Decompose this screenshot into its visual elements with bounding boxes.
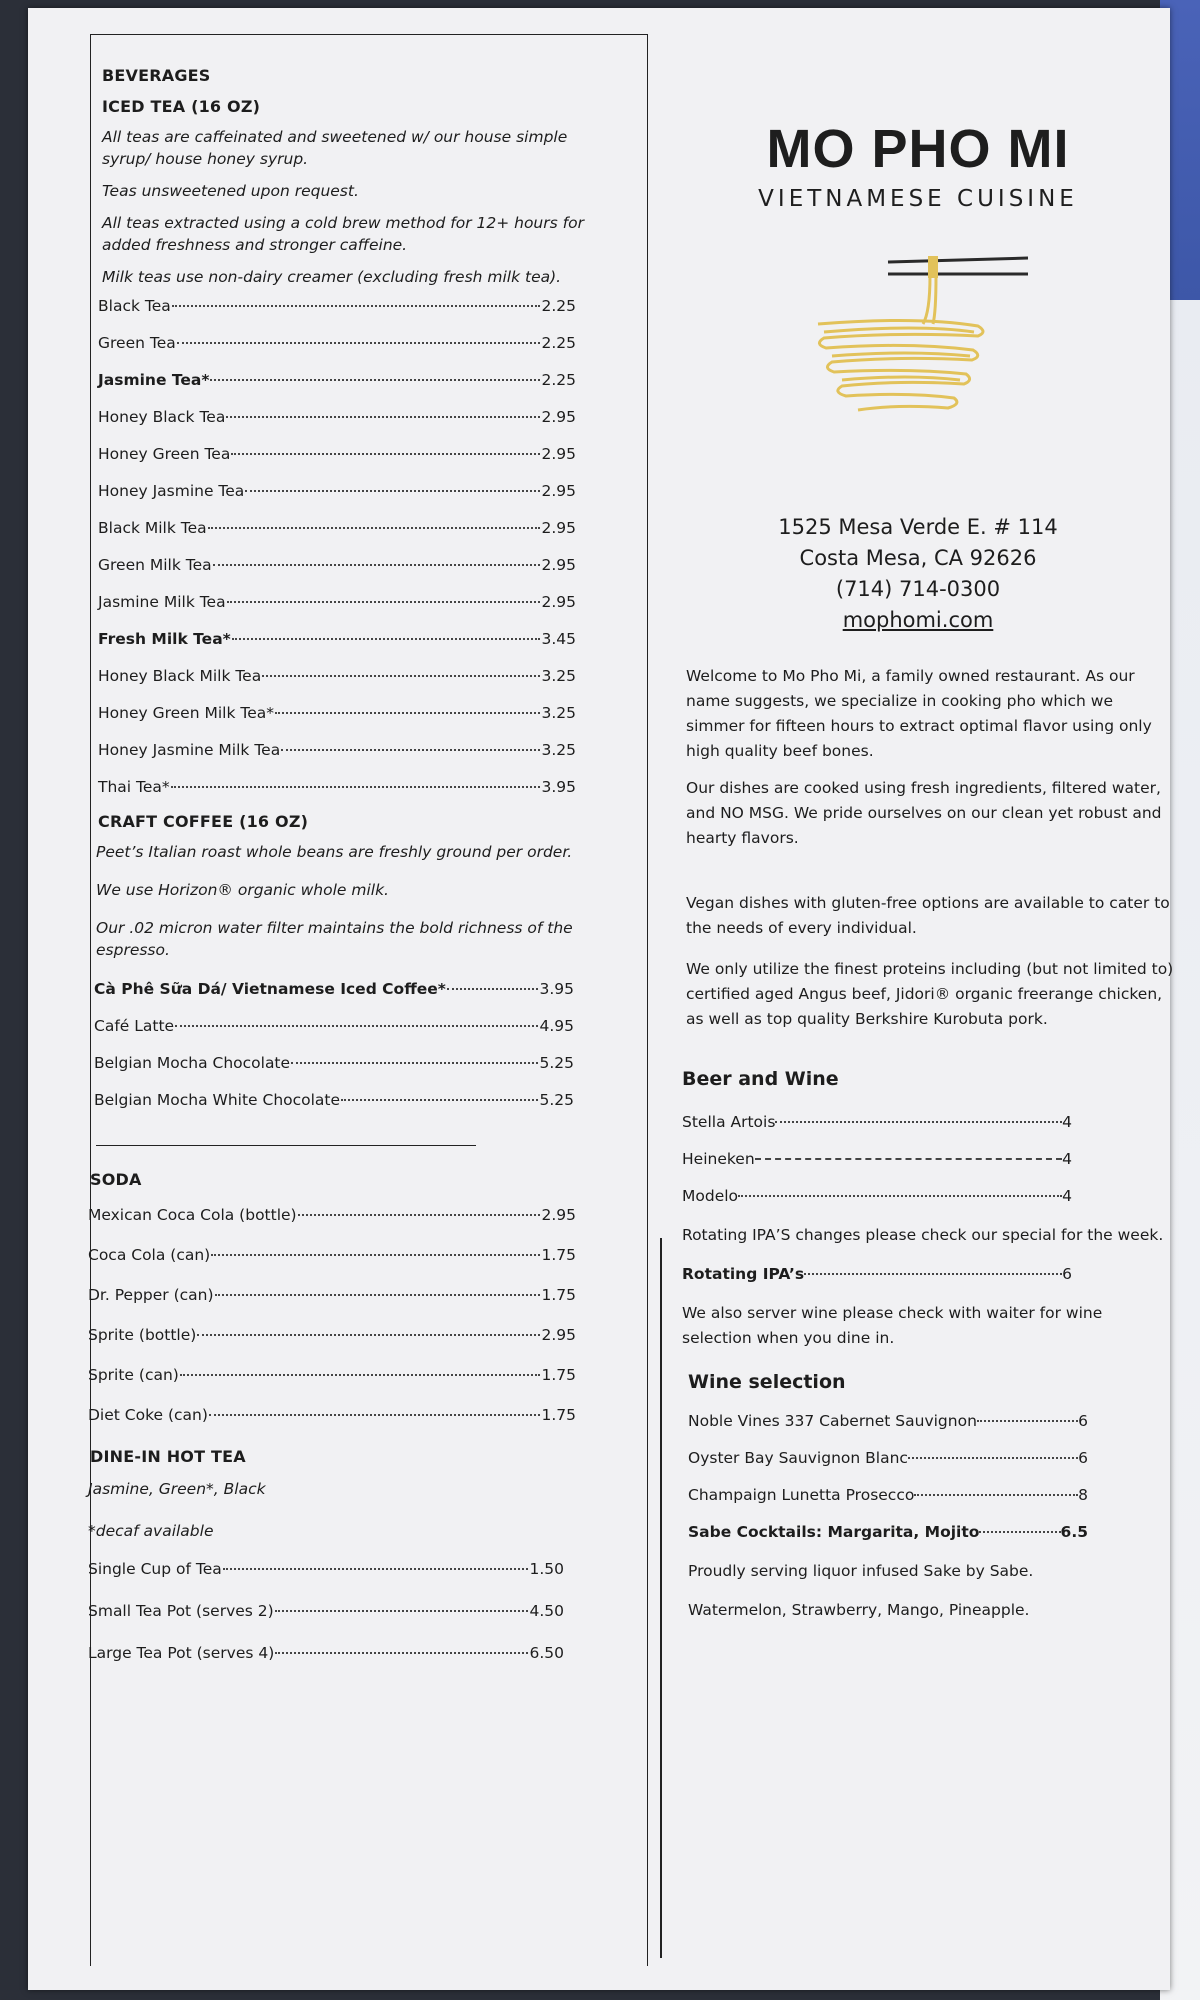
about-section xyxy=(686,664,1176,1032)
wine-list xyxy=(688,1403,1172,1623)
menu-item: Belgian Mocha Chocolate 5.25 xyxy=(94,1054,574,1072)
beverages-column xyxy=(86,66,631,1674)
section-divider xyxy=(96,1145,476,1146)
iced-tea-list xyxy=(98,288,576,806)
note: Jasmine, Green*, Black xyxy=(88,1480,266,1498)
menu-item: Noble Vines 337 Cabernet Sauvignon 6 xyxy=(688,1412,1088,1430)
note: *decaf available xyxy=(88,1522,214,1540)
chopsticks-noodles-icon xyxy=(788,252,1028,422)
iced-tea-notes xyxy=(102,126,602,288)
menu-item: Green Milk Tea 2.95 xyxy=(98,556,576,574)
about-paragraph: Welcome to Mo Pho Mi, a family owned restaurant. As our name suggests, we specialize in cooking pho which we simmer for fifteen hours to extract optimal flavor using only high quality beef bones. xyxy=(686,667,1152,760)
menu-item: Honey Jasmine Tea 2.95 xyxy=(98,482,576,500)
menu-item: Heineken 4 xyxy=(682,1150,1072,1168)
menu-item: Honey Green Tea 2.95 xyxy=(98,445,576,463)
beverages-heading: BEVERAGES xyxy=(102,66,211,85)
menu-sheet xyxy=(28,8,1174,1990)
menu-item: Sabe Cocktails: Margarita, Mojito 6.5 xyxy=(688,1523,1088,1541)
hot-tea-notes xyxy=(88,1478,631,1542)
note: Teas unsweetened upon request. xyxy=(102,182,359,200)
menu-item: Rotating IPA’s 6 xyxy=(682,1265,1072,1283)
note: Our .02 micron water filter maintains the bold richness of the espresso. xyxy=(96,919,573,959)
info-column xyxy=(648,118,1174,1635)
menu-item: Fresh Milk Tea* 3.45 xyxy=(98,630,576,648)
menu-item: Large Tea Pot (serves 4) 6.50 xyxy=(88,1644,564,1662)
note: We use Horizon® organic whole milk. xyxy=(96,881,389,899)
menu-item: Honey Black Milk Tea 3.25 xyxy=(98,667,576,685)
menu-item: Coca Cola (can) 1.75 xyxy=(88,1246,576,1264)
craft-coffee-notes xyxy=(96,841,616,961)
beer-wine-heading: Beer and Wine xyxy=(682,1068,839,1090)
note: Milk teas use non-dairy creamer (excluding fresh milk tea). xyxy=(102,268,562,286)
menu-item: Champaign Lunetta Prosecco 8 xyxy=(688,1486,1088,1504)
menu-item: Dr. Pepper (can) 1.75 xyxy=(88,1286,576,1304)
city-state-zip: Costa Mesa, CA 92626 xyxy=(799,546,1037,570)
menu-item: Honey Jasmine Milk Tea 3.25 xyxy=(98,741,576,759)
menu-item: Sprite (can) 1.75 xyxy=(88,1366,576,1384)
hot-tea-heading: DINE-IN HOT TEA xyxy=(90,1447,246,1466)
iced-tea-heading: ICED TEA (16 OZ) xyxy=(102,97,261,116)
menu-item: Honey Black Tea 2.95 xyxy=(98,408,576,426)
soda-list xyxy=(88,1195,576,1435)
wine-note: We also server wine please check with waiter for wine selection when you dine in. xyxy=(682,1304,1103,1347)
menu-item: Sprite (bottle) 2.95 xyxy=(88,1326,576,1344)
note: Peet’s Italian roast whole beans are freshly ground per order. xyxy=(96,843,573,861)
menu-item: Jasmine Tea* 2.25 xyxy=(98,371,576,389)
menu-item: Café Latte 4.95 xyxy=(94,1017,574,1035)
menu-item: Black Tea 2.25 xyxy=(98,297,576,315)
menu-item: Cà Phê Sữa Dá/ Vietnamese Iced Coffee* 3.95 xyxy=(94,980,574,998)
menu-item: Oyster Bay Sauvignon Blanc 6 xyxy=(688,1449,1088,1467)
menu-item: Green Tea 2.25 xyxy=(98,334,576,352)
address-block xyxy=(668,512,1168,636)
sake-note: Proudly serving liquor infused Sake by Sabe. xyxy=(688,1562,1034,1580)
hot-tea-list xyxy=(88,1548,564,1674)
about-paragraph: Vegan dishes with gluten-free options are available to cater to the needs of every individual. xyxy=(686,894,1170,937)
menu-item: Single Cup of Tea 1.50 xyxy=(88,1560,564,1578)
beer-wine-section xyxy=(682,1068,1172,1623)
craft-coffee-heading: CRAFT COFFEE (16 OZ) xyxy=(98,812,309,831)
soda-heading: SODA xyxy=(90,1170,142,1189)
note: All teas extracted using a cold brew method for 12+ hours for added freshness and stronger caffeine. xyxy=(102,214,584,254)
menu-item: Honey Green Milk Tea* 3.25 xyxy=(98,704,576,722)
menu-item: Thai Tea* 3.95 xyxy=(98,778,576,796)
website-link[interactable]: mophomi.com xyxy=(842,608,994,632)
craft-coffee-list xyxy=(94,971,574,1119)
sake-flavors: Watermelon, Strawberry, Mango, Pineapple. xyxy=(688,1601,1030,1619)
restaurant-name: MO PHO MI xyxy=(766,119,1070,179)
restaurant-tagline: VIETNAMESE CUISINE xyxy=(758,186,1078,212)
street-address: 1525 Mesa Verde E. # 114 xyxy=(778,515,1058,539)
about-paragraph: We only utilize the finest proteins including (but not limited to) certified aged Angus beef, Jidori® organic freerange chicken, as well as top quality Berkshire Kurobuta pork. xyxy=(686,960,1174,1028)
menu-item: Jasmine Milk Tea 2.95 xyxy=(98,593,576,611)
wine-selection-heading: Wine selection xyxy=(688,1371,846,1393)
menu-item: Belgian Mocha White Chocolate 5.25 xyxy=(94,1091,574,1109)
menu-item: Black Milk Tea 2.95 xyxy=(98,519,576,537)
ipa-note: Rotating IPA’S changes please check our special for the week. xyxy=(682,1226,1164,1244)
about-paragraph: Our dishes are cooked using fresh ingredients, filtered water, and NO MSG. We pride ourselves on our clean yet robust and hearty flavors. xyxy=(686,779,1162,847)
menu-item: Modelo 4 xyxy=(682,1187,1072,1205)
phone-number: (714) 714-0300 xyxy=(835,577,1001,601)
menu-item: Diet Coke (can) 1.75 xyxy=(88,1406,576,1424)
menu-item: Small Tea Pot (serves 2) 4.50 xyxy=(88,1602,564,1620)
menu-item: Mexican Coca Cola (bottle) 2.95 xyxy=(88,1206,576,1224)
menu-item: Stella Artois 4 xyxy=(682,1113,1072,1131)
note: All teas are caffeinated and sweetened w/ our house simple syrup/ house honey syrup. xyxy=(102,128,568,168)
